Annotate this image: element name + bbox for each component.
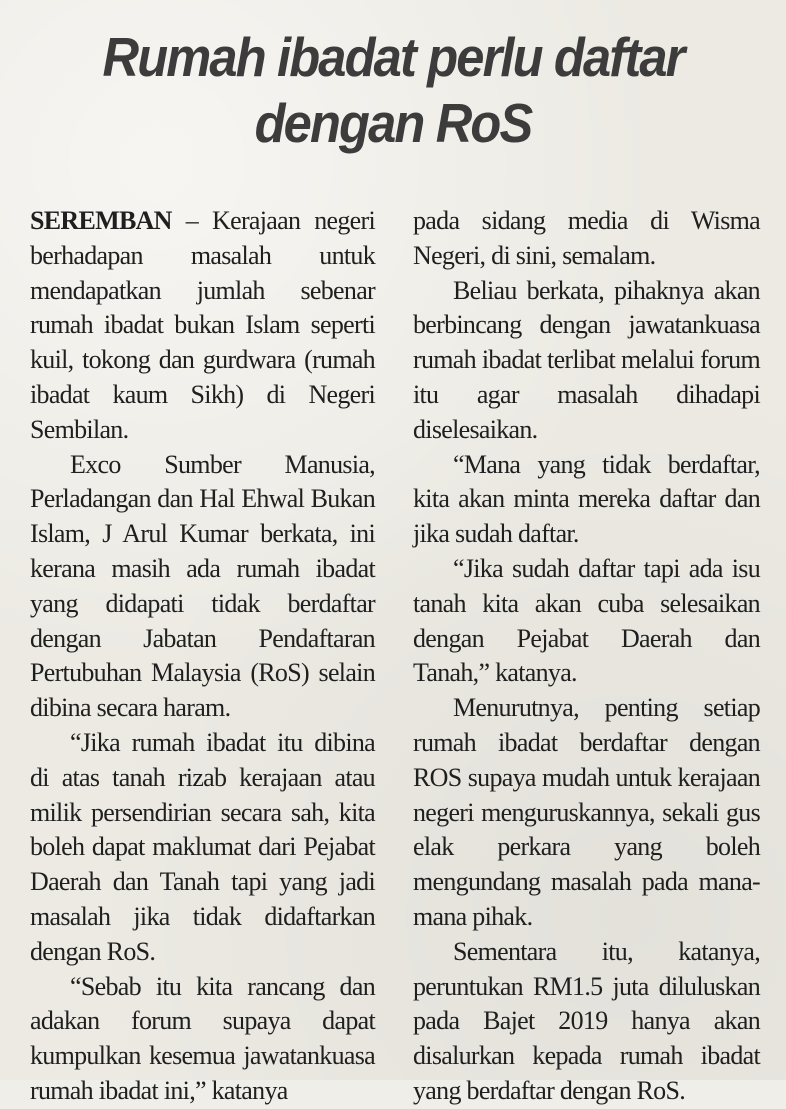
article-paragraph: Exco Sumber Manusia, Perladangan dan Hal Ehwal Bukan Islam, J Arul Kumar berkata, ini kerana masih ada rumah ibadat yang didapati tidak berdaftar dengan Jabatan Pendaftaran Pertubuhan Malaysia (RoS) selain dibina secara haram. (30, 449, 375, 723)
article-paragraph-text: – Kerajaan negeri berhadapan masalah untuk mendapatkan jumlah sebenar rumah ibadat bukan Islam seperti kuil, tokong dan gurdwara (rumah ibadat kaum Sikh) di Negeri Sembilan. (30, 206, 375, 444)
article-paragraph (30, 204, 375, 448)
headline-line-2: dengan RoS (254, 92, 532, 154)
article-column-right (413, 204, 760, 1109)
article-paragraph: “Sebab itu kita rancang dan adakan forum supaya dapat kumpulkan kesemua jawatankuasa rumah ibadat ini,” katanya (30, 971, 375, 1105)
article-column-left (30, 204, 375, 1109)
article-paragraph: “Jika sudah daftar tapi ada isu tanah kita akan cuba selesaikan dengan Pejabat Daerah dan Tanah,” katanya. (413, 553, 760, 688)
headline (31, 24, 754, 156)
article-paragraph: Sementara itu, katanya, peruntukan RM1.5 juta diluluskan pada Bajet 2019 hanya akan disalurkan kepada rumah ibadat yang berdaftar dengan RoS. (413, 936, 760, 1105)
article-paragraph: “Jika rumah ibadat itu dibina di atas tanah rizab kerajaan atau milik persendirian secara sah, kita boleh dapat maklumat dari Pejabat Daerah dan Tanah tapi yang jadi masalah jika tidak didaftarkan dengan RoS. (30, 727, 375, 966)
article-paragraph: “Mana yang tidak berdaftar, kita akan minta mereka daftar dan jika sudah daftar. (413, 449, 760, 549)
article-paragraph: pada sidang media di Wisma Negeri, di sini, semalam. (413, 206, 760, 270)
headline-line-1: Rumah ibadat perlu daftar (102, 26, 684, 88)
article-paragraph: Beliau berkata, pihaknya akan berbincang dengan jawatankuasa rumah ibadat terlibat melalui forum itu agar masalah dihadapi diselesaikan. (413, 275, 760, 444)
article-paragraph: Menurutnya, penting setiap rumah ibadat berdaftar dengan ROS supaya mudah untuk kerajaan negeri menguruskannya, sekali gus elak perkara yang boleh mengundang masalah pada mana-mana pihak. (413, 693, 760, 931)
dateline: SEREMBAN (30, 206, 172, 235)
